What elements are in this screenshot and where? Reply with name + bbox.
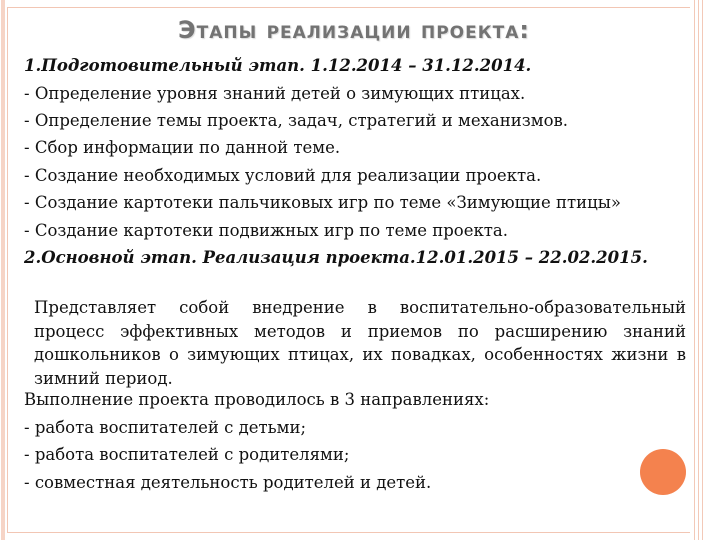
direction-item: - совместная деятельность родителей и детей. — [24, 473, 432, 492]
left-decor-band — [1, 0, 5, 540]
stage1-item: - Создание картотеки подвижных игр по теме проекта. — [24, 221, 508, 240]
stage1-item: - Определение темы проекта, задач, стратегий и механизмов. — [24, 111, 569, 130]
right-decor-stripes — [690, 0, 710, 540]
stage1-item: - Сбор информации по данной теме. — [24, 138, 341, 157]
direction-item: - работа воспитателей с родителями; — [24, 445, 350, 464]
stage1-item: - Определение уровня знаний детей о зимующих птицах. — [24, 84, 526, 103]
stage2-description: Представляет собой внедрение в воспитательно-образовательный процесс эффективных методов и приемов по расширению знаний дошкольников о зимующих птицах, их повадках, особенностях жизни в зимний период. — [34, 298, 686, 388]
stage1-item: - Создание необходимых условий для реализации проекта. — [24, 166, 542, 185]
stage2-heading: 2.Основной этап. Реализация проекта.12.01.2015 – 22.02.2015. — [24, 248, 648, 267]
direction-item: - работа воспитателей с детьми; — [24, 418, 307, 437]
stage1-heading: 1.Подготовительный этап. 1.12.2014 – 31.12.2014. — [24, 56, 532, 75]
slide-title: Этапы реализации проекта: — [178, 16, 530, 44]
stage1-item: - Создание картотеки пальчиковых игр по теме «Зимующие птицы» — [24, 193, 621, 212]
directions-intro: Выполнение проекта проводилось в 3 направлениях: — [24, 390, 490, 409]
